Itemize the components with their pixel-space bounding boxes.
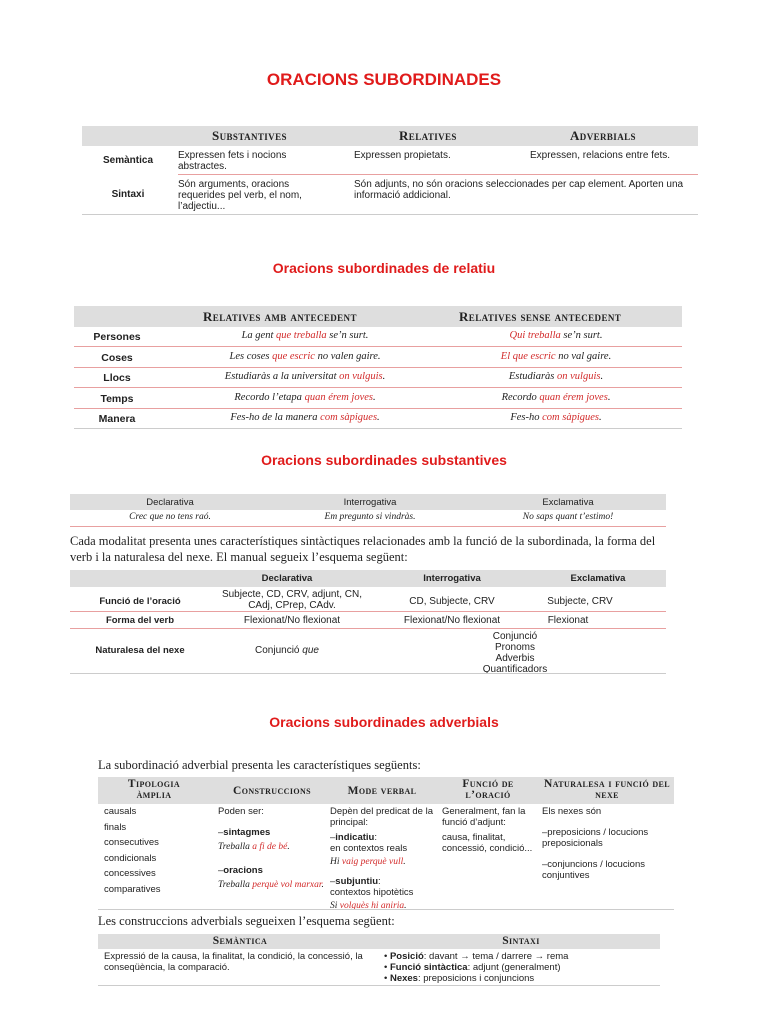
- ex-highlight: que escric: [272, 350, 315, 362]
- divider: [70, 611, 666, 612]
- overview-row-label: Sintaxi: [111, 189, 145, 200]
- ex-highlight: vaig perquè vull: [341, 857, 404, 867]
- divider: [98, 985, 660, 986]
- scheme-value: : davant → tema / darrere → rema: [423, 951, 569, 962]
- ex-highlight: El que escric: [500, 350, 556, 362]
- divider: [74, 367, 682, 368]
- ex-text: .: [600, 371, 604, 382]
- scheme-sintaxi-item: • Posició: davant → tema / darrere → rema: [384, 951, 569, 962]
- adv-constr-oracions-label: oracions: [223, 865, 263, 876]
- adv-constr-ex2: [218, 880, 328, 890]
- sub2-cell: Flexionat/No flexionat: [243, 615, 341, 626]
- relatives-example-b: [440, 330, 672, 341]
- adv-mode-indicatiu-txt: en contextos reals: [330, 843, 408, 854]
- sub2-cell: CD, Subjecte, CRV: [409, 596, 495, 607]
- overview-cell: Expressen, relacions entre fets.: [530, 150, 671, 161]
- adv-mode-ex1: [330, 857, 434, 868]
- sub-header-declarativa: Declarativa: [146, 497, 194, 508]
- adv-nexe-item2-text: conjuncions / locucions conjuntives: [542, 859, 645, 881]
- overview-cell: Expressen propietats.: [354, 150, 451, 161]
- sub2-header: Declarativa: [261, 573, 313, 584]
- ex-text: .: [404, 901, 407, 911]
- ex-text: Treballa: [218, 880, 253, 890]
- ex-highlight: volguès hi aniria: [339, 901, 405, 911]
- sub-header-interrogativa: Interrogativa: [343, 497, 397, 508]
- adv-mode-ex2: [330, 901, 434, 912]
- sub-header-exclamativa: Exclamativa: [542, 497, 594, 508]
- scheme-semantica: Expressió de la causa, la finalitat, la condició, la concessió, la conseqüència, la comparació.: [104, 951, 363, 973]
- sub2-row-label: Naturalesa del nexe: [95, 645, 185, 656]
- adv-constr: [218, 806, 328, 890]
- adv-constr-ex1: [218, 842, 328, 853]
- relatives-row-label: Manera: [98, 413, 136, 425]
- ex-text: .: [321, 880, 324, 890]
- ex-highlight: on vulguis: [339, 371, 383, 382]
- adv-nexe-intro: Els nexes són: [542, 806, 602, 817]
- overview-row-label: Semàntica: [102, 155, 154, 166]
- section-title-substantives: Oracions subordinades substantives: [261, 452, 507, 468]
- overview-header-relatives: Relatives: [399, 128, 457, 143]
- overview-header-adverbials: Adverbials: [570, 128, 636, 143]
- scheme-value: : adjunt (generalment): [467, 962, 561, 973]
- scheme-header-sintaxi: Sintaxi: [502, 935, 540, 947]
- adv-mode-subjuntiu: –subjuntiu:: [330, 876, 381, 887]
- adv-constr-intro: Poden ser:: [218, 806, 264, 817]
- sub2-cell: Flexionat/No flexionat: [403, 615, 501, 626]
- ex-highlight: que treballa: [276, 330, 327, 341]
- adv-mode-indicatiu-label: indicatiu: [335, 832, 375, 843]
- ex-text: Les coses: [229, 350, 273, 362]
- sub2-cell: Subjecte, CD, CRV, adjunt, CN, CAdj, CPrep, CAdv.: [221, 589, 363, 611]
- divider: [74, 346, 682, 347]
- ex-highlight: a fi de bé: [252, 842, 288, 852]
- scheme-sintaxi-item: • Funció sintàctica: adjunt (generalment): [384, 962, 561, 973]
- adv-funcio-intro: Generalment, fan la funció d’adjunt:: [442, 806, 526, 828]
- adv-header-mode: Mode verbal: [347, 785, 417, 797]
- overview-header-substantives: Substantives: [212, 128, 287, 143]
- sub2-cell: Subjecte, CRV: [547, 596, 613, 607]
- section-title-relatives: Oracions subordinades de relatiu: [272, 260, 496, 276]
- ex-text: Estudiaràs a la universitat: [224, 371, 340, 382]
- scheme-key: Nexes: [389, 973, 418, 984]
- adv-mode-intro: Depèn del predicat de la principal:: [330, 806, 433, 828]
- sub2-header: Exclamativa: [570, 573, 626, 584]
- ex-text: .: [607, 391, 611, 403]
- scheme-header-semantica: Semàntica: [212, 935, 268, 947]
- ex-text: no valen gaire.: [314, 350, 381, 362]
- ex-text: Fes-ho de la manera: [230, 412, 321, 423]
- adv-tipologia-item: consecutives: [104, 837, 159, 848]
- relatives-example-b: [440, 351, 672, 362]
- scheme-sintaxi: [384, 951, 664, 984]
- divider: [70, 526, 666, 527]
- adv-tipologia-item: causals: [104, 806, 137, 817]
- ex-text: Fes-ho: [510, 412, 543, 423]
- adv-nexe-item1-text: preposicions / locucions preposicionals: [542, 827, 649, 849]
- relatives-example-b: [440, 412, 672, 423]
- ex-text: .: [377, 412, 380, 423]
- scheme-key: Funció sintàctica: [389, 962, 468, 973]
- divider: [70, 628, 666, 629]
- scheme-key: Posició: [389, 951, 424, 962]
- relatives-header-no-antecedent: Relatives sense antecedent: [459, 309, 622, 324]
- relatives-example-a: [170, 392, 440, 403]
- section-title-adverbials: Oracions subordinades adverbials: [269, 714, 499, 730]
- ex-highlight: quan érem joves: [539, 391, 608, 403]
- relatives-row-label: Llocs: [103, 372, 131, 384]
- adv-constr-oracions: –oracions: [218, 865, 263, 876]
- adv-header-nexe: Naturalesa i funció del nexe: [544, 778, 670, 801]
- adv-tipologia-item: comparatives: [104, 883, 161, 895]
- ex-text: se’n surt.: [326, 330, 369, 341]
- sub2-cell: Flexionat: [547, 615, 589, 626]
- ex-text: Recordo l’etapa: [234, 391, 305, 403]
- adverbials-intro: La subordinació adverbial presenta les característiques següents:: [98, 758, 421, 772]
- relatives-example-b: [440, 371, 672, 382]
- adv-tipologia-item: finals: [104, 821, 127, 833]
- ex-text: .: [403, 857, 406, 867]
- adv-mode-subjuntiu-label: subjuntiu: [335, 876, 379, 887]
- ex-text: Si: [330, 901, 340, 911]
- adv-mode: [330, 806, 434, 912]
- adv-constr-sintagmes-label: sintagmes: [223, 827, 271, 838]
- relatives-header-antecedent: Relatives amb antecedent: [203, 309, 357, 324]
- adv-funcio-list: causa, finalitat, concessió, condició...: [442, 832, 533, 854]
- sub-example: Em pregunto si vindràs.: [324, 512, 416, 522]
- ex-highlight: quan érem joves: [304, 391, 373, 403]
- ex-text: .: [287, 842, 290, 852]
- sub2-row-label: Funció de l’oració: [99, 596, 181, 607]
- adv-mode-subjuntiu-txt: contextos hipotètics: [330, 887, 414, 898]
- adv-header-tipologia: Tipologia àmplia: [127, 778, 181, 801]
- ex-highlight: marxar: [294, 880, 322, 890]
- adv-tipologia-item: concessives: [104, 868, 156, 879]
- adv-header-construccions: Construccions: [233, 785, 311, 797]
- ex-text: se’n surt.: [560, 330, 603, 341]
- adv-mode-indicatiu: –indicatiu:: [330, 832, 377, 843]
- ex-highlight: com sàpigues: [542, 412, 600, 423]
- sub2-header: Interrogativa: [423, 573, 481, 584]
- sub2-nexe-que: que: [302, 645, 319, 656]
- overview-cell: Expressen fets i nocions abstractes.: [178, 150, 287, 172]
- ex-text: Hi: [330, 857, 342, 867]
- substantives-paragraph: Cada modalitat presenta unes característiques sintàctiques relacionades amb la funció de la subordinada, la forma del verb i la naturalesa del nexe. El manual segueix l’esquema següent:: [70, 534, 656, 564]
- adv-nexe-item2: –conjuncions / locucions conjuntives: [542, 859, 645, 881]
- page-title: ORACIONS SUBORDINADES: [266, 70, 502, 89]
- sub-example: No saps quant t’estimo!: [522, 512, 614, 522]
- ex-text: Recordo: [501, 391, 540, 403]
- ex-text: no val gaire.: [555, 350, 612, 362]
- relatives-example-a: [170, 412, 440, 423]
- relatives-example-a: [170, 351, 440, 362]
- ex-highlight: on vulguis: [557, 371, 601, 382]
- overview-cell: Són arguments, oracions requerides pel verb, el nom, l’adjectiu...: [178, 179, 302, 212]
- ex-highlight: com sàpigues: [320, 412, 378, 423]
- divider: [74, 408, 682, 409]
- sub2-cell: [220, 645, 354, 656]
- overview-cell: Són adjunts, no són oracions seleccionades per cap element. Aporten una informació addicional.: [354, 179, 684, 201]
- adv-tipologia-item: condicionals: [104, 852, 157, 864]
- divider: [70, 673, 666, 674]
- ex-highlight: Qui treballa: [509, 330, 561, 341]
- ex-text: .: [599, 412, 602, 423]
- adverbials-scheme-intro: Les construccions adverbials segueixen l’esquema següent:: [98, 914, 395, 928]
- divider: [178, 174, 698, 175]
- ex-text: .: [373, 391, 376, 403]
- adv-header-funcio: Funció de l’oració: [462, 778, 514, 801]
- relatives-row-label: Temps: [100, 392, 134, 405]
- relatives-example-a: [170, 330, 440, 341]
- divider: [74, 428, 682, 429]
- sub-example: Crec que no tens raó.: [129, 512, 211, 522]
- ex-highlight: perquè vol: [252, 880, 293, 890]
- sub2-cell: Conjunció Pronoms Adverbis Quantificadors: [482, 631, 548, 675]
- ex-text: Treballa: [218, 842, 253, 852]
- ex-text: Estudiaràs: [508, 371, 558, 382]
- scheme-sintaxi-item: • Nexes: preposicions i conjuncions: [384, 973, 535, 984]
- divider: [74, 387, 682, 388]
- ex-text: La gent: [241, 330, 277, 341]
- adv-constr-sintagmes: –sintagmes: [218, 827, 271, 838]
- relatives-example-a: [170, 371, 440, 382]
- divider: [98, 909, 674, 910]
- adv-funcio: [442, 806, 534, 854]
- relatives-row-label: Persones: [93, 331, 141, 343]
- sub2-nexe-text: Conjunció: [255, 645, 303, 656]
- ex-text: .: [382, 371, 386, 382]
- relatives-example-b: [440, 392, 672, 403]
- divider: [82, 214, 698, 215]
- adv-nexe-item1: –preposicions / locucions preposicionals: [542, 827, 649, 849]
- sub2-row-label: Forma del verb: [105, 615, 175, 626]
- relatives-row-label: Coses: [101, 351, 133, 364]
- scheme-value: : preposicions i conjuncions: [417, 973, 535, 984]
- adv-nexe: [542, 806, 672, 881]
